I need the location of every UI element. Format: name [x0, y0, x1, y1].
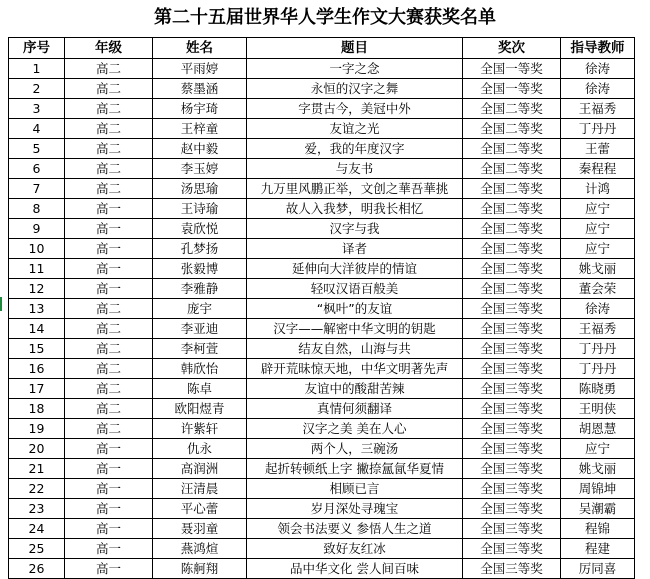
- cell-award[interactable]: 全国三等奖: [463, 359, 561, 379]
- cell-teacher[interactable]: 程建: [561, 539, 635, 559]
- cell-topic[interactable]: 永恒的汉字之舞: [247, 79, 463, 99]
- cell-grade[interactable]: 高二: [65, 399, 153, 419]
- cell-no[interactable]: 21: [9, 459, 65, 479]
- cell-award[interactable]: 全国二等奖: [463, 199, 561, 219]
- cell-teacher[interactable]: 厉同喜: [561, 559, 635, 579]
- cell-award[interactable]: 全国三等奖: [463, 379, 561, 399]
- table-row: [9, 299, 635, 319]
- cell-award[interactable]: 全国三等奖: [463, 559, 561, 579]
- cell-no[interactable]: 12: [9, 279, 65, 299]
- cell-no[interactable]: 8: [9, 199, 65, 219]
- cell-teacher[interactable]: 周锦坤: [561, 479, 635, 499]
- cell-topic[interactable]: 爱，我的年度汉字: [247, 139, 463, 159]
- cell-grade[interactable]: 高一: [65, 279, 153, 299]
- cell-topic[interactable]: 真情何须翻译: [247, 399, 463, 419]
- cell-topic[interactable]: 友谊之光: [247, 119, 463, 139]
- cell-topic[interactable]: 领会书法要义 参悟人生之道: [247, 519, 463, 539]
- cell-name[interactable]: 孔梦扬: [153, 239, 247, 259]
- cell-teacher[interactable]: 胡恩慧: [561, 419, 635, 439]
- cell-topic[interactable]: 一字之念: [247, 59, 463, 79]
- table-row: [9, 119, 635, 139]
- cell-teacher[interactable]: 王蕾: [561, 139, 635, 159]
- cell-topic[interactable]: 相顾已言: [247, 479, 463, 499]
- table-row: [9, 59, 635, 79]
- cell-topic[interactable]: 汉字之美 美在人心: [247, 419, 463, 439]
- table-row: [9, 379, 635, 399]
- cell-name[interactable]: 庞宇: [153, 299, 247, 319]
- cell-topic[interactable]: 轻叹汉语百般美: [247, 279, 463, 299]
- cell-grade[interactable]: 高二: [65, 319, 153, 339]
- cell-grade[interactable]: 高二: [65, 119, 153, 139]
- table-row: [9, 319, 635, 339]
- table-row: [9, 179, 635, 199]
- cell-grade[interactable]: 高一: [65, 519, 153, 539]
- cell-no[interactable]: 18: [9, 399, 65, 419]
- header-grade[interactable]: 年级: [65, 38, 153, 59]
- table-row: [9, 239, 635, 259]
- cell-no[interactable]: 23: [9, 499, 65, 519]
- cell-grade[interactable]: 高二: [65, 79, 153, 99]
- cell-award[interactable]: 全国三等奖: [463, 459, 561, 479]
- cell-no[interactable]: 13: [9, 299, 65, 319]
- cell-topic[interactable]: 汉字与我: [247, 219, 463, 239]
- cell-no[interactable]: 17: [9, 379, 65, 399]
- cell-no[interactable]: 26: [9, 559, 65, 579]
- cell-award[interactable]: 全国三等奖: [463, 439, 561, 459]
- cell-topic[interactable]: 结友自然，山海与共: [247, 339, 463, 359]
- cell-name[interactable]: 王梓童: [153, 119, 247, 139]
- cell-no[interactable]: 22: [9, 479, 65, 499]
- cell-award[interactable]: 全国二等奖: [463, 239, 561, 259]
- cell-topic[interactable]: 延伸向大洋彼岸的情谊: [247, 259, 463, 279]
- cell-award[interactable]: 全国二等奖: [463, 99, 561, 119]
- cell-no[interactable]: 25: [9, 539, 65, 559]
- cell-award[interactable]: 全国二等奖: [463, 219, 561, 239]
- cell-name[interactable]: 欧阳煜青: [153, 399, 247, 419]
- cell-name[interactable]: 蔡墨涵: [153, 79, 247, 99]
- cell-name[interactable]: 杨宇琦: [153, 99, 247, 119]
- cell-topic[interactable]: 两个人，三碗汤: [247, 439, 463, 459]
- cell-grade[interactable]: 高一: [65, 459, 153, 479]
- cell-no[interactable]: 9: [9, 219, 65, 239]
- table-row: [9, 139, 635, 159]
- cell-award[interactable]: 全国二等奖: [463, 139, 561, 159]
- cell-teacher[interactable]: 程锦: [561, 519, 635, 539]
- cell-topic[interactable]: 辟开荒昧惊天地，中华文明著先声: [247, 359, 463, 379]
- cell-award[interactable]: 全国二等奖: [463, 179, 561, 199]
- cell-teacher[interactable]: 陈晓勇: [561, 379, 635, 399]
- cell-teacher[interactable]: 徐涛: [561, 299, 635, 319]
- cell-grade[interactable]: 高二: [65, 299, 153, 319]
- cell-grade[interactable]: 高二: [65, 59, 153, 79]
- cell-teacher[interactable]: 吴潮霸: [561, 499, 635, 519]
- cell-award[interactable]: 全国三等奖: [463, 479, 561, 499]
- header-no[interactable]: 序号: [9, 38, 65, 59]
- cell-grade[interactable]: 高一: [65, 539, 153, 559]
- table-row: [9, 479, 635, 499]
- cell-teacher[interactable]: 姚戈丽: [561, 259, 635, 279]
- table-row: [9, 419, 635, 439]
- cell-grade[interactable]: 高二: [65, 419, 153, 439]
- cell-name[interactable]: 仇永: [153, 439, 247, 459]
- cell-topic[interactable]: 与友书: [247, 159, 463, 179]
- cell-name[interactable]: 平雨婷: [153, 59, 247, 79]
- cell-teacher[interactable]: 丁丹丹: [561, 119, 635, 139]
- cell-teacher[interactable]: 徐涛: [561, 79, 635, 99]
- cell-name[interactable]: 聂羽童: [153, 519, 247, 539]
- table-row: [9, 539, 635, 559]
- cell-name[interactable]: 李玉婷: [153, 159, 247, 179]
- cell-teacher[interactable]: 姚戈丽: [561, 459, 635, 479]
- table-row: [9, 359, 635, 379]
- header-row: [9, 38, 635, 59]
- cell-name[interactable]: 许紫轩: [153, 419, 247, 439]
- cell-grade[interactable]: 高二: [65, 359, 153, 379]
- cell-name[interactable]: 燕鸿煊: [153, 539, 247, 559]
- cell-grade[interactable]: 高一: [65, 439, 153, 459]
- cell-no[interactable]: 11: [9, 259, 65, 279]
- cell-award[interactable]: 全国三等奖: [463, 519, 561, 539]
- cell-award[interactable]: 全国三等奖: [463, 419, 561, 439]
- cell-teacher[interactable]: 王福秀: [561, 319, 635, 339]
- cell-grade[interactable]: 高一: [65, 259, 153, 279]
- cell-teacher[interactable]: 丁丹丹: [561, 339, 635, 359]
- table-row: [9, 159, 635, 179]
- cell-award[interactable]: 全国三等奖: [463, 399, 561, 419]
- table-row: [9, 519, 635, 539]
- table-row: [9, 399, 635, 419]
- cell-award[interactable]: 全国一等奖: [463, 79, 561, 99]
- cell-award[interactable]: 全国三等奖: [463, 299, 561, 319]
- cell-name[interactable]: 李柯萱: [153, 339, 247, 359]
- cell-grade[interactable]: 高一: [65, 479, 153, 499]
- table-row: [9, 79, 635, 99]
- cell-grade[interactable]: 高二: [65, 159, 153, 179]
- cell-topic[interactable]: “枫叶”的友谊: [247, 299, 463, 319]
- cell-name[interactable]: 汤思瑜: [153, 179, 247, 199]
- table-row: [9, 219, 635, 239]
- table-row: [9, 199, 635, 219]
- cell-teacher[interactable]: 徐涛: [561, 59, 635, 79]
- cell-topic[interactable]: 品中华文化 尝人间百味: [247, 559, 463, 579]
- cell-name[interactable]: 高润洲: [153, 459, 247, 479]
- cell-award[interactable]: 全国二等奖: [463, 159, 561, 179]
- cell-topic[interactable]: 九万里风鹏正举，文创之華吾華挑: [247, 179, 463, 199]
- cell-grade[interactable]: 高一: [65, 499, 153, 519]
- cell-topic[interactable]: 致好友红冰: [247, 539, 463, 559]
- cell-no[interactable]: 5: [9, 139, 65, 159]
- selected-row-marker: [0, 297, 2, 311]
- cell-topic[interactable]: 友谊中的酸甜苦辣: [247, 379, 463, 399]
- cell-no[interactable]: 16: [9, 359, 65, 379]
- cell-no[interactable]: 14: [9, 319, 65, 339]
- cell-no[interactable]: 6: [9, 159, 65, 179]
- table-row: [9, 339, 635, 359]
- cell-award[interactable]: 全国三等奖: [463, 539, 561, 559]
- cell-grade[interactable]: 高二: [65, 139, 153, 159]
- cell-grade[interactable]: 高一: [65, 199, 153, 219]
- cell-grade[interactable]: 高二: [65, 379, 153, 399]
- header-name[interactable]: 姓名: [153, 38, 247, 59]
- cell-name[interactable]: 李亚迪: [153, 319, 247, 339]
- cell-grade[interactable]: 高二: [65, 99, 153, 119]
- cell-topic[interactable]: 译者: [247, 239, 463, 259]
- winners-table: [8, 37, 635, 579]
- cell-teacher[interactable]: 董会荣: [561, 279, 635, 299]
- header-award[interactable]: 奖次: [463, 38, 561, 59]
- cell-no[interactable]: 10: [9, 239, 65, 259]
- cell-name[interactable]: 李雅静: [153, 279, 247, 299]
- cell-grade[interactable]: 高一: [65, 559, 153, 579]
- cell-teacher[interactable]: 计鸿: [561, 179, 635, 199]
- table-row: [9, 99, 635, 119]
- cell-award[interactable]: 全国三等奖: [463, 339, 561, 359]
- cell-teacher[interactable]: 应宁: [561, 219, 635, 239]
- cell-topic[interactable]: 字贯古今，美冠中外: [247, 99, 463, 119]
- cell-teacher[interactable]: 秦程程: [561, 159, 635, 179]
- cell-teacher[interactable]: 应宁: [561, 239, 635, 259]
- header-topic[interactable]: 题目: [247, 38, 463, 59]
- cell-name[interactable]: 汪清晨: [153, 479, 247, 499]
- cell-name[interactable]: 陈舸翔: [153, 559, 247, 579]
- cell-grade[interactable]: 高一: [65, 239, 153, 259]
- cell-no[interactable]: 1: [9, 59, 65, 79]
- cell-award[interactable]: 全国二等奖: [463, 119, 561, 139]
- cell-no[interactable]: 3: [9, 99, 65, 119]
- cell-name[interactable]: 袁欣悦: [153, 219, 247, 239]
- cell-no[interactable]: 19: [9, 419, 65, 439]
- cell-no[interactable]: 2: [9, 79, 65, 99]
- cell-topic[interactable]: 起折转顿纸上字 撇捺氲氤华夏情: [247, 459, 463, 479]
- cell-topic[interactable]: 岁月深处寻瑰宝: [247, 499, 463, 519]
- cell-teacher[interactable]: 王福秀: [561, 99, 635, 119]
- table-row: [9, 279, 635, 299]
- cell-no[interactable]: 20: [9, 439, 65, 459]
- cell-award[interactable]: 全国三等奖: [463, 499, 561, 519]
- cell-topic[interactable]: 故人入我梦，明我长相忆: [247, 199, 463, 219]
- cell-no[interactable]: 24: [9, 519, 65, 539]
- cell-no[interactable]: 15: [9, 339, 65, 359]
- cell-grade[interactable]: 高二: [65, 179, 153, 199]
- table-row: [9, 459, 635, 479]
- cell-name[interactable]: 韩欣怡: [153, 359, 247, 379]
- cell-teacher[interactable]: 丁丹丹: [561, 359, 635, 379]
- cell-no[interactable]: 7: [9, 179, 65, 199]
- table-row: [9, 259, 635, 279]
- cell-teacher[interactable]: 王明侠: [561, 399, 635, 419]
- cell-name[interactable]: 张毅博: [153, 259, 247, 279]
- cell-name[interactable]: 平心蕾: [153, 499, 247, 519]
- table-row: [9, 499, 635, 519]
- cell-no[interactable]: 4: [9, 119, 65, 139]
- cell-topic[interactable]: 汉字——解密中华文明的钥匙: [247, 319, 463, 339]
- cell-name[interactable]: 赵中毅: [153, 139, 247, 159]
- cell-award[interactable]: 全国三等奖: [463, 319, 561, 339]
- cell-award[interactable]: 全国一等奖: [463, 59, 561, 79]
- cell-teacher[interactable]: 应宁: [561, 199, 635, 219]
- cell-teacher[interactable]: 应宁: [561, 439, 635, 459]
- cell-award[interactable]: 全国二等奖: [463, 279, 561, 299]
- header-teacher[interactable]: 指导教师: [561, 38, 635, 59]
- sheet-title: 第二十五届世界华人学生作文大赛获奖名单: [154, 7, 496, 28]
- cell-name[interactable]: 王诗瑜: [153, 199, 247, 219]
- table-row: [9, 439, 635, 459]
- cell-name[interactable]: 陈卓: [153, 379, 247, 399]
- cell-award[interactable]: 全国二等奖: [463, 259, 561, 279]
- cell-grade[interactable]: 高一: [65, 219, 153, 239]
- cell-grade[interactable]: 高二: [65, 339, 153, 359]
